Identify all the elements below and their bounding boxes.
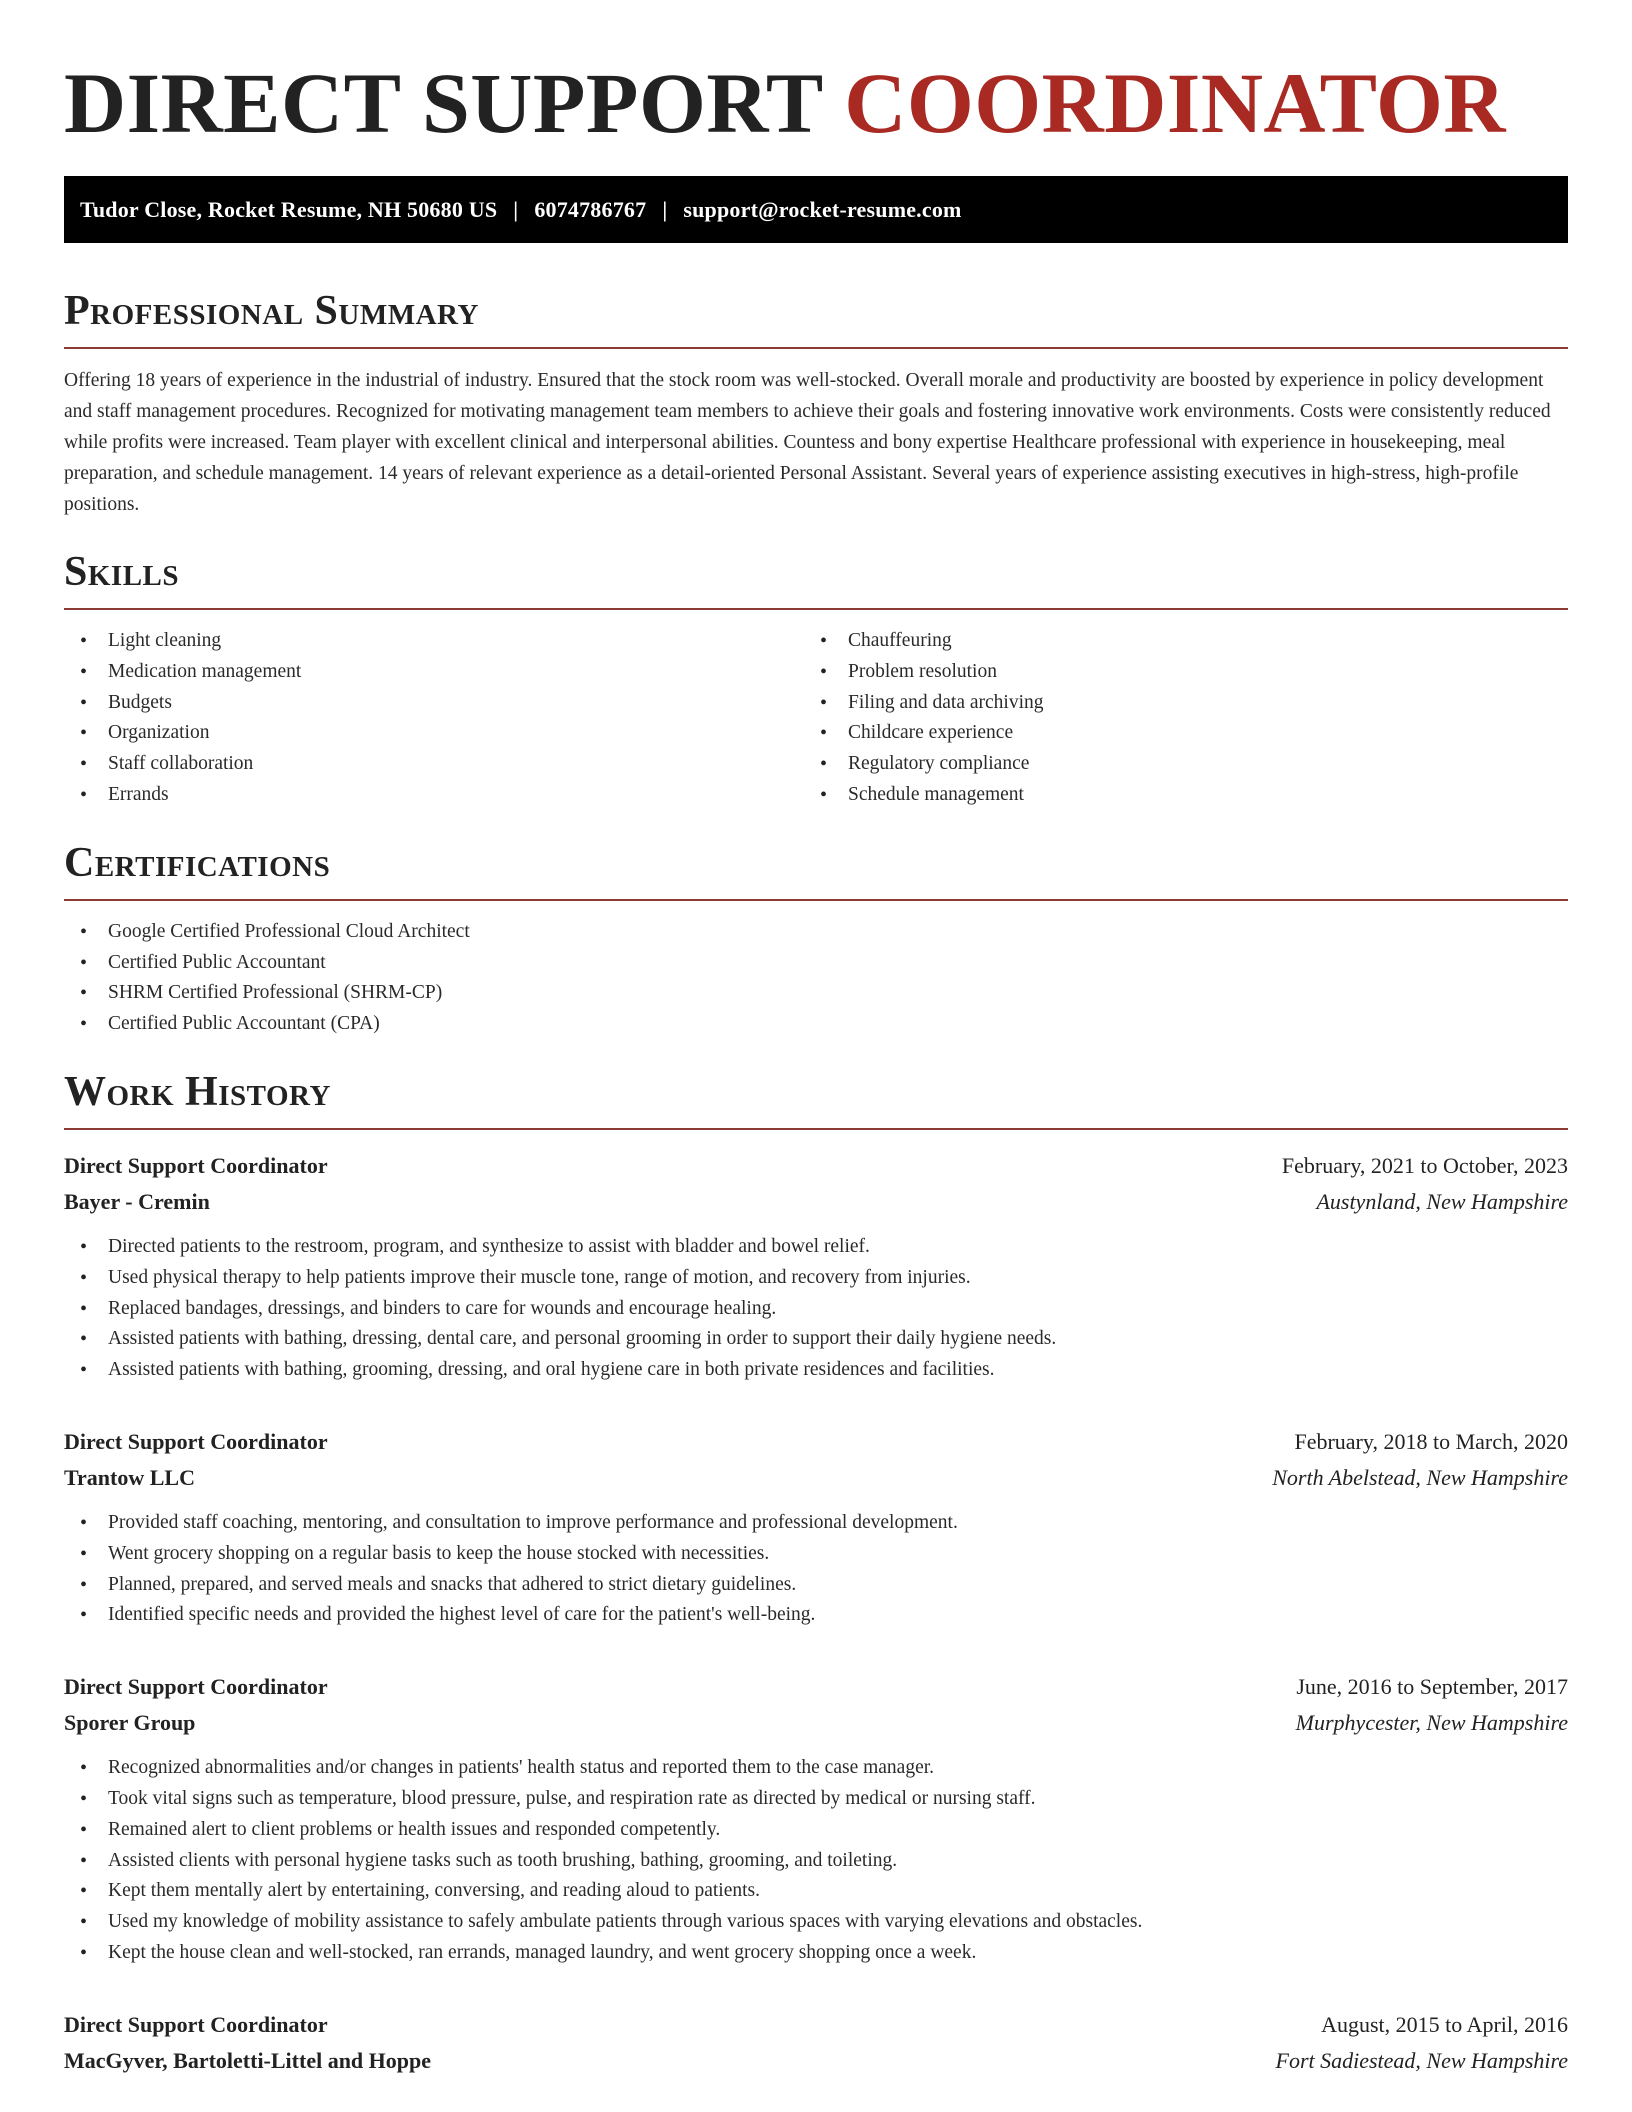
- job-company: Bayer - Cremin: [64, 1188, 210, 1214]
- job-duty: • Used my knowledge of mobility assistance to safely ambulate patients through various spaces with varying elevations and obstacles.: [64, 1907, 1568, 1938]
- job-duties-list: [64, 1508, 1568, 1631]
- contact-phone[interactable]: 6074786767: [534, 196, 647, 222]
- job-duty: • Recognized abnormalities and/or changes in patients' health status and reported them to the case manager.: [64, 1753, 1568, 1784]
- skill-item: • Filing and data archiving: [804, 688, 1544, 719]
- contact-separator: |: [662, 196, 668, 222]
- skill-item: • Light cleaning: [64, 626, 804, 657]
- skills-heading: Skills: [64, 548, 1568, 610]
- job-location: Fort Sadiestead, New Hampshire: [1275, 2047, 1568, 2073]
- job-location: Austynland, New Hampshire: [1316, 1188, 1568, 1214]
- job-company-row: [64, 2043, 1568, 2079]
- title-part-2: COORDINATOR: [844, 55, 1506, 151]
- job-duty: • Replaced bandages, dressings, and binders to care for wounds and encourage healing.: [64, 1294, 1568, 1325]
- certification-item: • SHRM Certified Professional (SHRM-CP): [64, 978, 1568, 1009]
- job-duty: • Kept the house clean and well-stocked, ran errands, managed laundry, and went grocery shopping once a week.: [64, 1938, 1568, 1969]
- job-entry: [64, 1148, 1568, 1386]
- skill-item: • Childcare experience: [804, 718, 1544, 749]
- work-history-section: [64, 1068, 1568, 2079]
- job-location: Murphycester, New Hampshire: [1295, 1710, 1568, 1736]
- skill-item: • Regulatory compliance: [804, 749, 1544, 780]
- job-duty: • Assisted patients with bathing, dressing, dental care, and personal grooming in order to support their daily hygiene needs.: [64, 1324, 1568, 1355]
- job-dates: February, 2018 to March, 2020: [1294, 1428, 1568, 1454]
- title-part-1: DIRECT SUPPORT: [64, 55, 823, 151]
- certifications-heading: Certifications: [64, 839, 1568, 901]
- job-duty: • Went grocery shopping on a regular basis to keep the house stocked with necessities.: [64, 1539, 1568, 1570]
- skill-item: • Chauffeuring: [804, 626, 1544, 657]
- job-header-row: [64, 2007, 1568, 2043]
- job-entry: [64, 1669, 1568, 1969]
- job-duty: • Assisted clients with personal hygiene tasks such as tooth brushing, bathing, grooming, and toileting.: [64, 1846, 1568, 1877]
- skill-item: • Schedule management: [804, 780, 1544, 811]
- job-company: Trantow LLC: [64, 1464, 195, 1490]
- work-history-heading: Work History: [64, 1068, 1568, 1130]
- job-dates: February, 2021 to October, 2023: [1281, 1152, 1568, 1178]
- job-title: Direct Support Coordinator: [64, 1674, 328, 1700]
- job-duty: • Assisted patients with bathing, grooming, dressing, and oral hygiene care in both private residences and facilities.: [64, 1355, 1568, 1386]
- job-company: MacGyver, Bartoletti-Littel and Hoppe: [64, 2047, 432, 2073]
- job-duties-list: [64, 1232, 1568, 1386]
- job-duty: • Planned, prepared, and served meals and snacks that adhered to strict dietary guidelines.: [64, 1570, 1568, 1601]
- certification-item: • Google Certified Professional Cloud Architect: [64, 917, 1568, 948]
- skill-item: • Problem resolution: [804, 657, 1544, 688]
- job-company-row: [64, 1460, 1568, 1496]
- skills-section: [64, 548, 1568, 811]
- skills-columns: [64, 626, 1568, 811]
- job-duty: • Used physical therapy to help patients improve their muscle tone, range of motion, and recovery from injuries.: [64, 1263, 1568, 1294]
- job-title: Direct Support Coordinator: [64, 2011, 328, 2037]
- skills-right-list: [804, 626, 1544, 811]
- contact-email[interactable]: support@rocket-resume.com: [683, 196, 962, 222]
- summary-text: Offering 18 years of experience in the industrial of industry. Ensured that the stock room was well-stocked. Overall morale and productivity are boosted by experience in policy development and staff management procedures. Recognized for motivating management team members to achieve their goals and fostering innovative work environments. Costs were consistently reduced while profits were increased. Team player with excellent clinical and interpersonal abilities. Countess and bony expertise Healthcare professional with experience in housekeeping, meal preparation, and schedule management. 14 years of relevant experience as a detail-oriented Personal Assistant. Several years of experience assisting executives in high-stress, high-profile positions.: [64, 370, 1551, 515]
- skill-item: • Medication management: [64, 657, 804, 688]
- certifications-list: [64, 917, 1568, 1040]
- job-duty: • Identified specific needs and provided the highest level of care for the patient's well-being.: [64, 1600, 1568, 1631]
- resume-title: [64, 0, 1568, 176]
- skill-item: • Organization: [64, 718, 804, 749]
- certification-item: • Certified Public Accountant (CPA): [64, 1009, 1568, 1040]
- job-entry: [64, 1424, 1568, 1631]
- certifications-section: [64, 839, 1568, 1040]
- job-title: Direct Support Coordinator: [64, 1152, 328, 1178]
- contact-address: Tudor Close, Rocket Resume, NH 50680 US: [80, 196, 498, 222]
- job-company: Sporer Group: [64, 1710, 196, 1736]
- skill-item: • Staff collaboration: [64, 749, 804, 780]
- job-location: North Abelstead, New Hampshire: [1272, 1464, 1568, 1490]
- job-title: Direct Support Coordinator: [64, 1428, 328, 1454]
- job-duty: • Directed patients to the restroom, program, and synthesize to assist with bladder and bowel relief.: [64, 1232, 1568, 1263]
- job-entry: [64, 2007, 1568, 2079]
- job-header-row: [64, 1669, 1568, 1705]
- job-duty: • Remained alert to client problems or health issues and responded competently.: [64, 1815, 1568, 1846]
- skill-item: • Errands: [64, 780, 804, 811]
- skill-item: • Budgets: [64, 688, 804, 719]
- contact-separator: |: [513, 196, 519, 222]
- contact-bar: [64, 176, 1568, 243]
- job-company-row: [64, 1705, 1568, 1741]
- job-duty: • Provided staff coaching, mentoring, and consultation to improve performance and professional development.: [64, 1508, 1568, 1539]
- job-dates: August, 2015 to April, 2016: [1321, 2011, 1568, 2037]
- job-company-row: [64, 1184, 1568, 1220]
- job-header-row: [64, 1148, 1568, 1184]
- job-duty: • Took vital signs such as temperature, blood pressure, pulse, and respiration rate as directed by medical or nursing staff.: [64, 1784, 1568, 1815]
- skills-left-list: [64, 626, 804, 811]
- certification-item: • Certified Public Accountant: [64, 948, 1568, 979]
- job-duties-list: [64, 1753, 1568, 1969]
- job-duty: • Kept them mentally alert by entertaining, conversing, and reading aloud to patients.: [64, 1876, 1568, 1907]
- job-header-row: [64, 1424, 1568, 1460]
- job-dates: June, 2016 to September, 2017: [1296, 1674, 1568, 1700]
- summary-heading: Professional Summary: [64, 287, 1568, 349]
- summary-section: [64, 287, 1568, 520]
